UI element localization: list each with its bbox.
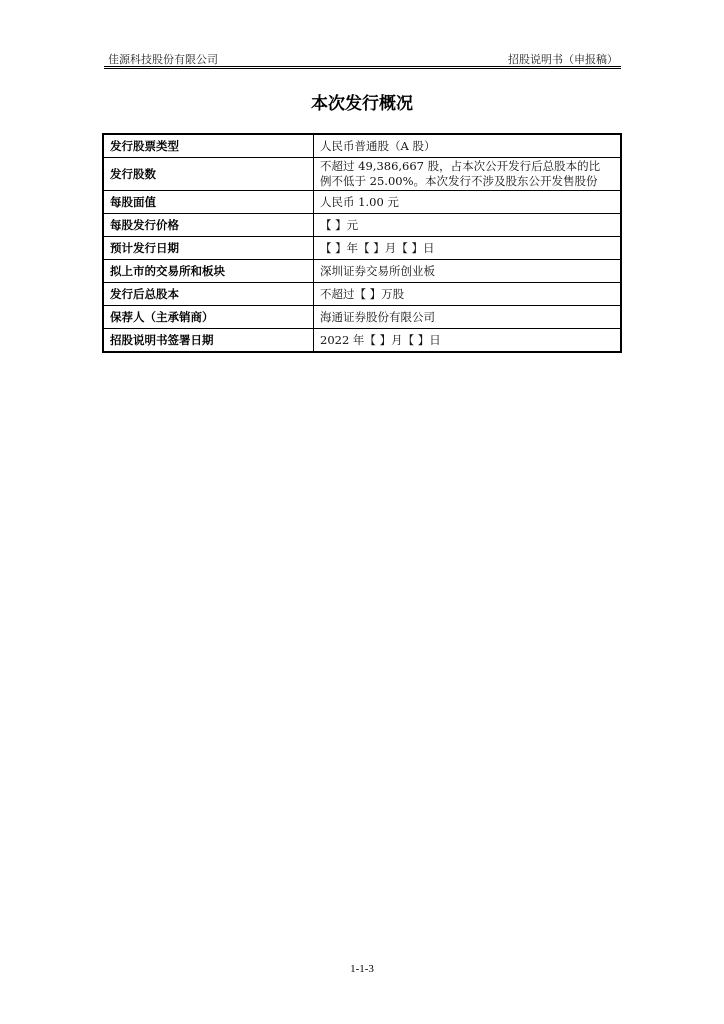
table-row <box>103 158 621 191</box>
row-value <box>314 158 622 191</box>
table-row <box>103 214 621 237</box>
offering-summary-table <box>102 133 622 353</box>
header-divider <box>104 66 621 67</box>
table-row <box>103 260 621 283</box>
row-value: 人民币 1.00 元 <box>314 191 622 214</box>
row-value: 人民币普通股（A 股） <box>314 134 622 158</box>
row-value: 海通证券股份有限公司 <box>314 306 622 329</box>
table-row <box>103 283 621 306</box>
row-label: 保荐人（主承销商） <box>103 306 314 329</box>
row-value: 深圳证券交易所创业板 <box>314 260 622 283</box>
row-label: 预计发行日期 <box>103 237 314 260</box>
header-document-type: 招股说明书（申报稿） <box>508 53 618 66</box>
table-row <box>103 237 621 260</box>
row-label: 拟上市的交易所和板块 <box>103 260 314 283</box>
table-row <box>103 134 621 158</box>
header-company-name: 佳源科技股份有限公司 <box>108 53 218 66</box>
table-row <box>103 306 621 329</box>
row-label: 每股面值 <box>103 191 314 214</box>
row-label: 发行股数 <box>103 158 314 191</box>
page-number: 1-1-3 <box>350 963 374 975</box>
page-title: 本次发行概况 <box>311 94 413 114</box>
row-value: 2022 年【 】月【 】日 <box>314 329 622 353</box>
header-divider-secondary <box>104 68 621 69</box>
row-label: 发行股票类型 <box>103 134 314 158</box>
row-label: 每股发行价格 <box>103 214 314 237</box>
row-value-line: 不超过 49,386,667 股，占本次公开发行后总股本的比 <box>320 159 601 173</box>
row-value: 【 】年【 】月【 】日 <box>314 237 622 260</box>
row-value: 不超过【 】万股 <box>314 283 622 306</box>
row-label: 发行后总股本 <box>103 283 314 306</box>
table-row <box>103 191 621 214</box>
row-label: 招股说明书签署日期 <box>103 329 314 353</box>
row-value-line: 例不低于 25.00%。本次发行不涉及股东公开发售股份 <box>320 174 598 188</box>
row-value: 【 】元 <box>314 214 622 237</box>
table-row <box>103 329 621 353</box>
